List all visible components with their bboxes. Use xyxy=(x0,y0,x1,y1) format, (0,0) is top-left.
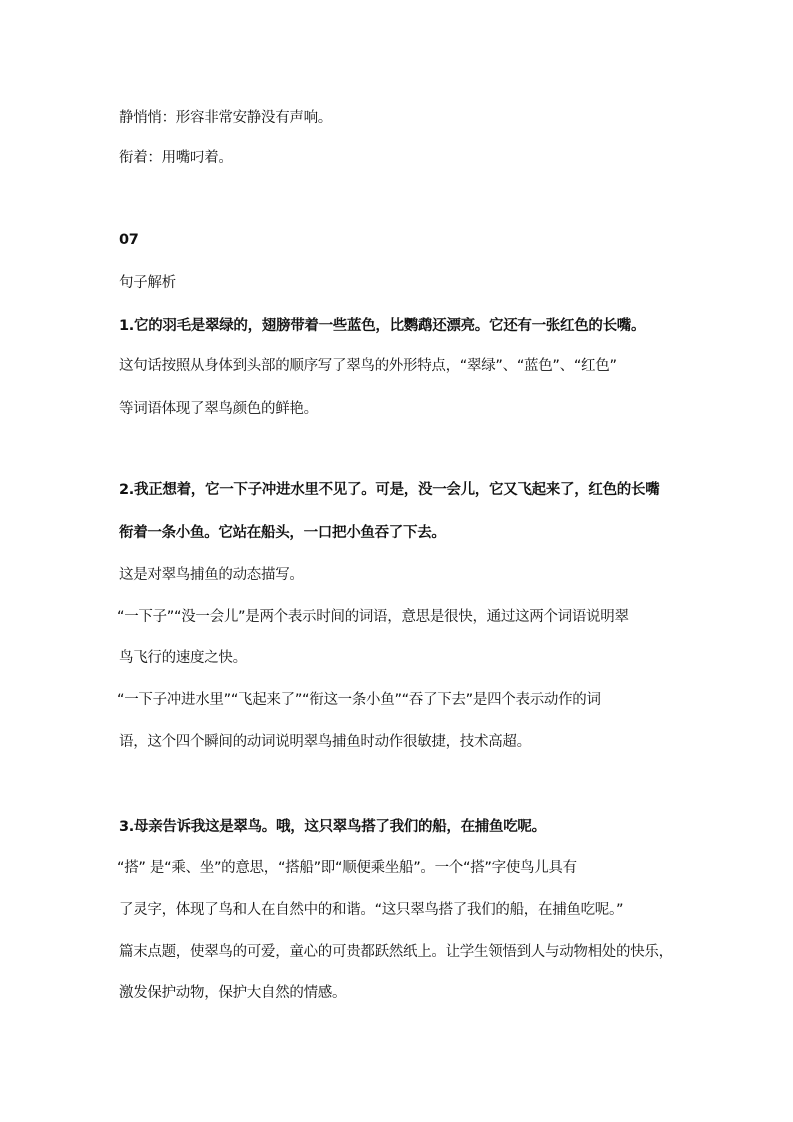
sentence-line: 2.我正想着，它一下子冲进水里不见了。可是，没一会儿，它又飞起来了，红色的长嘴 xyxy=(119,482,660,498)
vocab-line: 静悄悄：形容非常安静没有声响。 xyxy=(119,110,332,126)
analysis-line: 语，这个四个瞬间的动词说明翠鸟捕鱼时动作很敏捷，技术高超。 xyxy=(119,734,531,750)
analysis-line: 鸟飞行的速度之快。 xyxy=(119,650,247,666)
sentence-line: 1.它的羽毛是翠绿的，翅膀带着一些蓝色，比鹦鹉还漂亮。它还有一张红色的长嘴。 xyxy=(119,318,646,334)
analysis-line: 激发保护动物，保护大自然的情感。 xyxy=(119,985,347,1001)
sentence-line: 3.母亲告诉我这是翠鸟。哦，这只翠鸟搭了我们的船，在捕鱼吃呢。 xyxy=(119,819,546,835)
sentence-line: 衔着一条小鱼。它站在船头，一口把小鱼吞了下去。 xyxy=(119,525,446,541)
analysis-line: “一下子冲进水里”“飞起来了”“衔这一条小鱼”“吞了下去”是四个表示动作的词 xyxy=(117,692,601,708)
analysis-line: 等词语体现了翠鸟颜色的鲜艳。 xyxy=(119,401,318,417)
analysis-line: 这句话按照从身体到头部的顺序写了翠鸟的外形特点，“翠绿”、“蓝色”、“红色” xyxy=(119,358,617,374)
analysis-line: 这是对翠鸟捕鱼的动态描写。 xyxy=(119,567,304,583)
analysis-line: “搭” 是“乘、坐”的意思，“搭船”即“顺便乘坐船”。一个“搭”字使鸟儿具有 xyxy=(117,860,577,876)
analysis-line: “一下子”“没一会儿”是两个表示时间的词语，意思是很快，通过这两个词语说明翠 xyxy=(117,609,629,625)
section-number: 07 xyxy=(119,232,139,248)
vocab-line: 衔着：用嘴叼着。 xyxy=(119,150,233,166)
section-title: 句子解析 xyxy=(119,275,176,291)
analysis-line: 了灵字，体现了鸟和人在自然中的和谐。“这只翠鸟搭了我们的船，在捕鱼吃呢。” xyxy=(119,902,624,918)
analysis-line: 篇末点题，使翠鸟的可爱，童心的可贵都跃然纸上。让学生领悟到人与动物相处的快乐， xyxy=(119,944,673,960)
